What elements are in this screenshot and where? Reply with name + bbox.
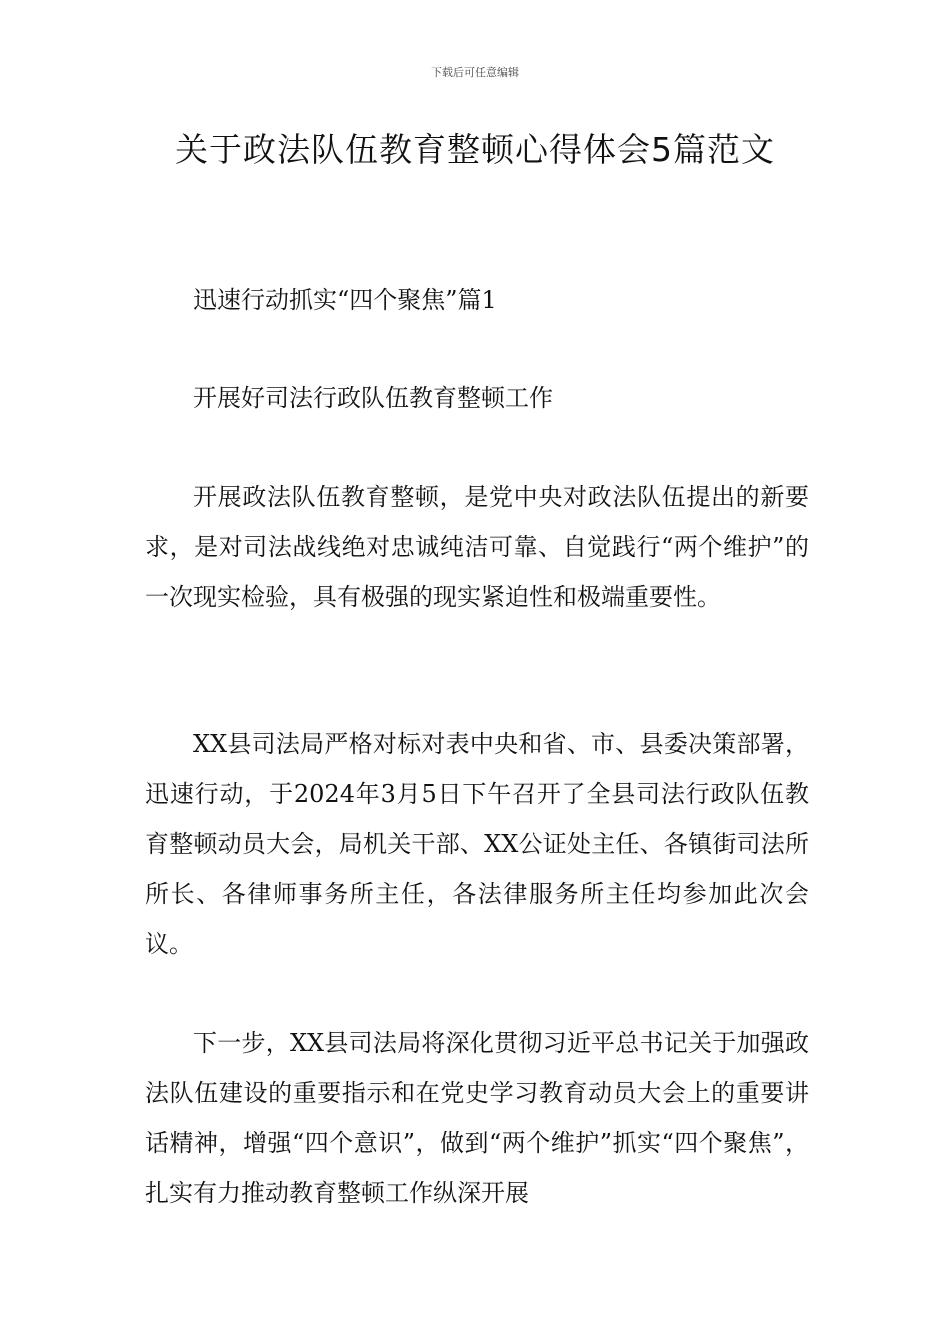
header-note: 下载后可任意编辑	[431, 66, 519, 79]
subheading-1: 迅速行动抓实“四个聚焦”篇1	[193, 286, 497, 314]
subheading-2: 开展好司法行政队伍教育整顿工作	[193, 384, 553, 412]
paragraph-2: XX县司法局严格对标对表中央和省、市、县委决策部署，迅速行动，于2024年3月5日下午召开了全县司法行政队伍教育整顿动员大会，局机关干部、XX公证处主任、各镇街司法所所长、各律师事务所主任，各法律服务所主任均参加此次会议。	[145, 730, 809, 958]
paragraph-3: 下一步，XX县司法局将深化贯彻习近平总书记关于加强政法队伍建设的重要指示和在党史学习教育动员大会上的重要讲话精神，增强“四个意识”，做到“两个维护”抓实“四个聚焦”，扎实有力推动教育整顿工作纵深开展	[145, 1029, 809, 1207]
document-title: 关于政法队伍教育整顿心得体会5篇范文	[175, 130, 775, 169]
paragraph-1: 开展政法队伍教育整顿，是党中央对政法队伍提出的新要求，是对司法战线绝对忠诚纯洁可靠、自觉践行“两个维护”的一次现实检验，具有极强的现实紧迫性和极端重要性。	[145, 483, 809, 611]
